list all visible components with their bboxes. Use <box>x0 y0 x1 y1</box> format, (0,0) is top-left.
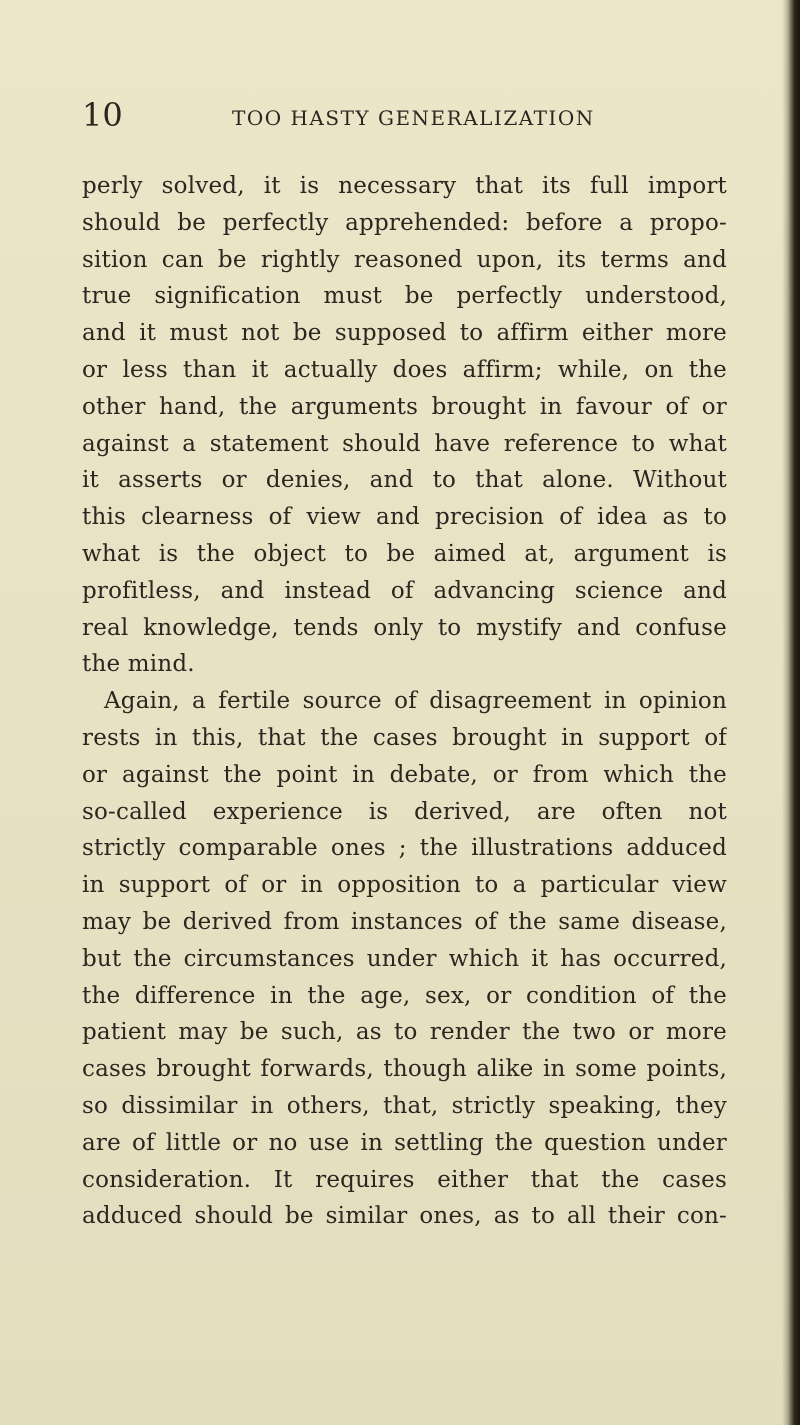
text-line: should be perfectly apprehended: before a propo- <box>82 209 727 236</box>
text-line: rests in this, that the cases brought in support of <box>82 724 727 751</box>
text-line: the difference in the age, sex, or condition of the <box>82 982 727 1009</box>
text-line: perly solved, it is necessary that its full import <box>82 173 727 199</box>
page-edge-shadow <box>782 0 800 1425</box>
text-line: consideration. It requires either that the cases <box>82 1166 727 1193</box>
text-line: or against the point in debate, or from which the <box>82 761 727 788</box>
page-header <box>82 92 722 138</box>
text-line: cases brought forwards, though alike in some points, <box>82 1056 727 1083</box>
text-line: it asserts or denies, and to that alone. Without <box>82 467 727 494</box>
paragraph-end-line: the mind. <box>82 651 195 678</box>
text-line: but the circumstances under which it has occurred, <box>82 945 727 972</box>
text-line: adduced should be similar ones, as to all their con- <box>82 1203 727 1230</box>
text-line: real knowledge, tends only to mystify and confuse <box>82 614 727 641</box>
text-line: patient may be such, as to render the two or more <box>82 1019 727 1046</box>
text-line: this clearness of view and precision of idea as to <box>82 504 727 531</box>
text-line: and it must not be supposed to affirm either more <box>82 320 727 347</box>
text-line: so dissimilar in others, that, strictly speaking, they <box>82 1092 727 1119</box>
text-line: or less than it actually does affirm; while, on the <box>82 356 727 383</box>
text-line: what is the object to be aimed at, argument is <box>82 540 727 567</box>
text-line: against a statement should have reference to what <box>82 430 727 457</box>
text-line: strictly comparable ones ; the illustrations adduced <box>82 835 727 862</box>
text-line: sition can be rightly reasoned upon, its terms and <box>82 246 727 273</box>
page-number: 10 <box>82 96 123 134</box>
body-text <box>82 168 727 1235</box>
text-line: other hand, the arguments brought in favour of or <box>82 393 727 420</box>
text-line: are of little or no use in settling the question under <box>82 1129 727 1156</box>
text-line: so-called experience is derived, are often not <box>82 798 727 825</box>
running-head: TOO HASTY GENERALIZATION <box>232 106 595 130</box>
paragraph-start-line: Again, a fertile source of disagreement in opinion <box>104 688 727 715</box>
text-line: in support of or in opposition to a particular view <box>82 872 727 899</box>
text-line: true signification must be perfectly understood, <box>82 283 727 310</box>
text-line: profitless, and instead of advancing science and <box>82 577 727 604</box>
text-line: may be derived from instances of the same disease, <box>82 908 727 935</box>
